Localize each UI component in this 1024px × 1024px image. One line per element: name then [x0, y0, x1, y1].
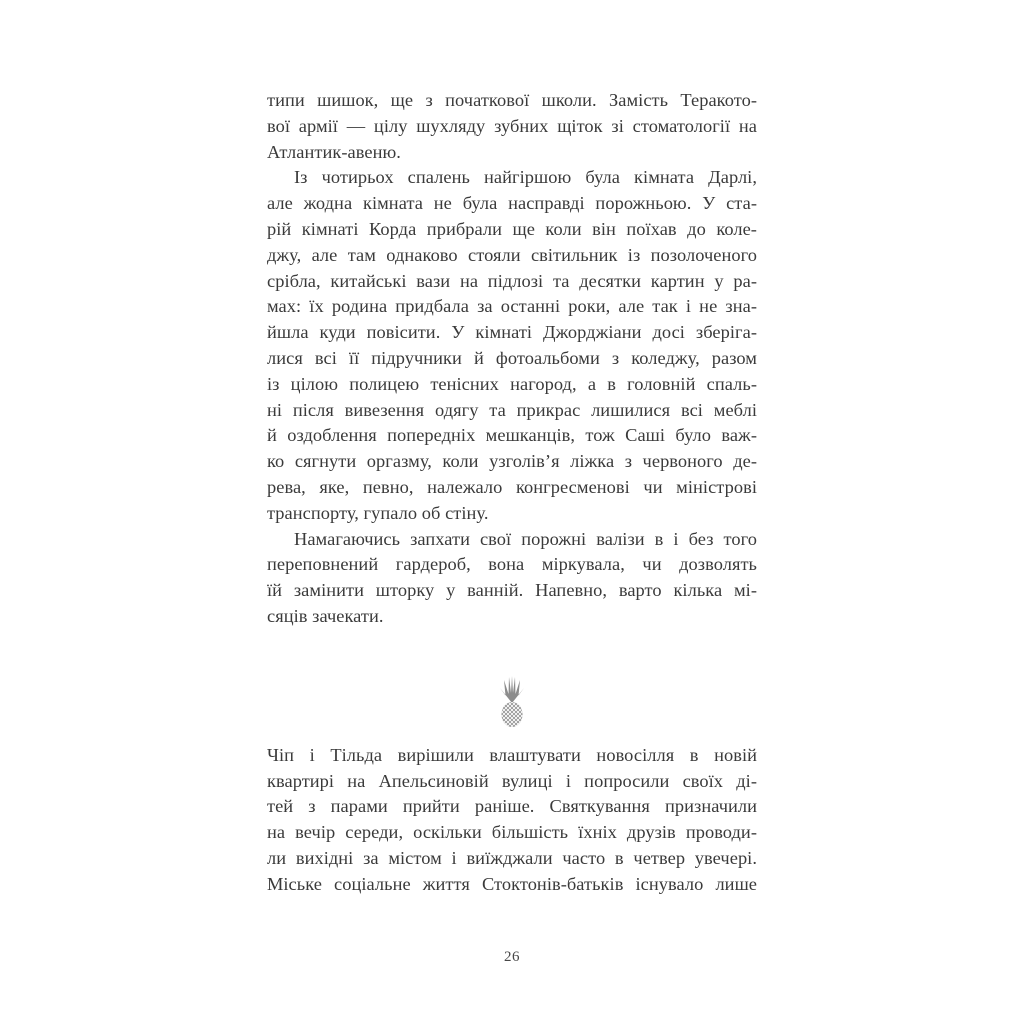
text-line: Чіп і Тільда вирішили влаштувати новосілля в новій [267, 744, 757, 765]
text-line: сяців зачекати. [267, 605, 384, 626]
text-line: ли вихідні за містом і виїжджали часто в четвер увечері. [267, 847, 757, 868]
text-line: лися всі її підручники й фотоальбоми з коледжу, разом [267, 347, 757, 368]
text-line: рева, яке, певно, належало конгресменові чи міністрові [267, 476, 757, 497]
text-column [267, 88, 757, 898]
text-line: квартирі на Апельсиновій вулиці і попросили своїх ді- [267, 770, 757, 791]
paragraph [267, 743, 757, 898]
text-line: Із чотирьох спалень найгіршою була кімната Дарлі, [294, 167, 757, 188]
pineapple-crown [500, 676, 524, 703]
text-line: Атлантик-авеню. [267, 141, 401, 162]
text-line: із цілою полицею тенісних нагород, а в головній спаль- [267, 373, 757, 394]
text-line: типи шишок, ще з початкової школи. Замість Теракото- [267, 90, 757, 110]
text-line: вої армії — цілу шухляду зубних щіток зі стоматології на [267, 115, 757, 136]
text-line: йшла куди повісити. У кімнаті Джорджіани досі зберіга- [267, 322, 757, 343]
section-ornament [267, 676, 757, 728]
paragraph [267, 88, 757, 165]
text-line: Міське соціальне життя Стоктонів-батьків існувало лише [267, 873, 757, 894]
text-line: але жодна кімната не була насправді порожньою. У ста- [267, 193, 757, 214]
text-line: рій кімнаті Корда прибрали ще коли він поїхав до коле- [267, 218, 757, 239]
text-line: переповнений гардероб, вона міркувала, чи дозволять [267, 554, 757, 575]
text-line: Намагаючись запхати свої порожні валізи в і без того [294, 528, 757, 549]
paragraph [267, 527, 757, 630]
section-after-ornament [267, 743, 757, 898]
text-line: транспорту, гупало об стіну. [267, 502, 489, 523]
text-line: ко сягнути оргазму, коли узголів’я ліжка з червоного де- [267, 451, 757, 472]
pineapple-body-texture [502, 702, 523, 727]
text-line: мах: їх родина придбала за останні роки, але так і не зна- [267, 296, 757, 317]
text-line: тей з парами прийти раніше. Святкування призначили [267, 796, 757, 817]
text-line: срібла, китайські вази на підлозі та десятки картин у ра- [267, 270, 757, 291]
pineapple-ornament-icon [498, 676, 526, 728]
text-line: джу, але там однаково стояли світильник із позолоченого [267, 244, 757, 265]
text-line: й оздоблення попередніх мешканців, тож Саші було важ- [267, 425, 757, 446]
paragraph [267, 165, 757, 526]
section-before-ornament [267, 88, 757, 630]
page-number: 26 [504, 949, 520, 965]
text-line: ні після вивезення одягу та прикрас лишилися всі меблі [267, 399, 757, 420]
text-line: їй замінити шторку у ванній. Напевно, варто кілька мі- [267, 580, 757, 601]
text-line: на вечір середи, оскільки більшість їхніх друзів проводи- [267, 822, 757, 843]
